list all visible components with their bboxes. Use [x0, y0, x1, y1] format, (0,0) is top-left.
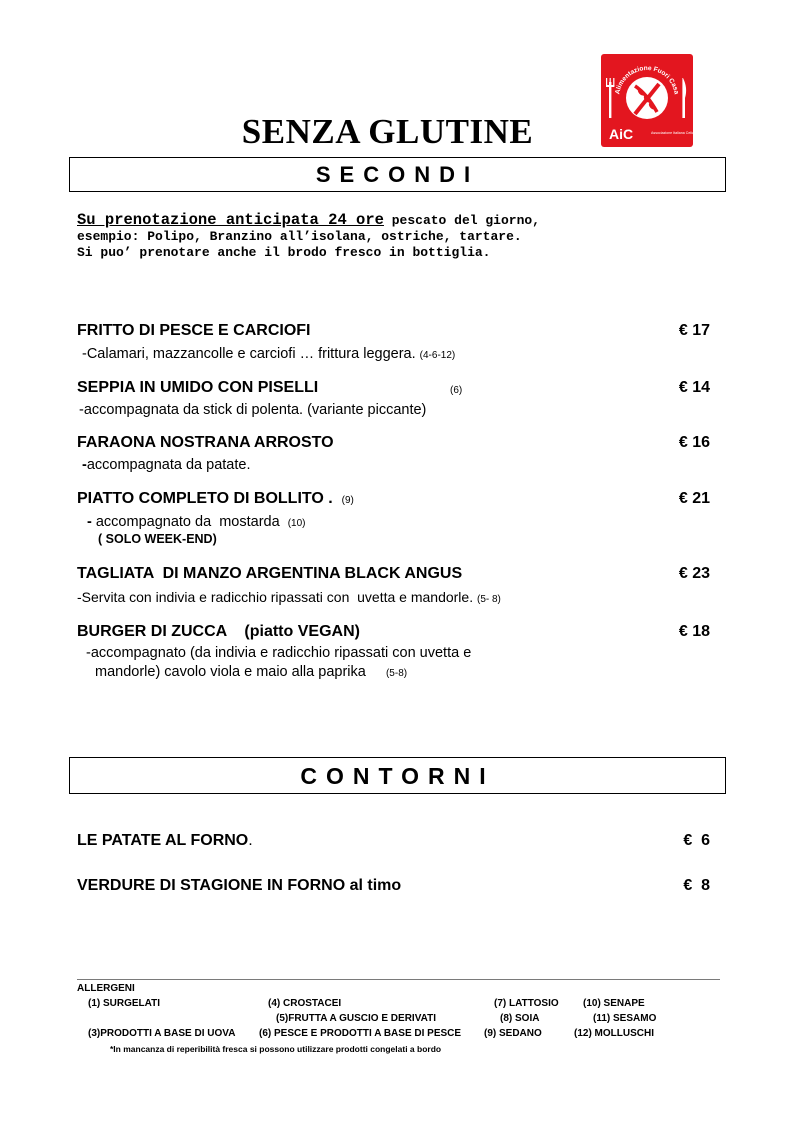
allergen-codes: (5- 8) — [476, 594, 501, 605]
booking-note-line1: pescato del giorno, — [383, 213, 540, 228]
dish-name: PIATTO COMPLETO DI BOLLITO . (9) — [77, 490, 354, 507]
logo-brand: AiC — [609, 126, 634, 142]
dish-price: € 21 — [678, 490, 710, 507]
dish-description: -accompagnata da patate. — [82, 457, 251, 473]
allergen-item: (7) LATTOSIO — [494, 998, 559, 1009]
dish-price: € 18 — [678, 623, 710, 640]
side-dish-price: € 8 — [683, 877, 710, 894]
side-dish-name: LE PATATE AL FORNO. — [77, 832, 253, 849]
dish-description: -Calamari, mazzancolle e carciofi … frittura leggera. (4-6-12) — [82, 346, 456, 362]
allergens-heading: ALLERGENI — [77, 983, 135, 994]
logo-ring-text: Alimentazione Fuori Casa — [614, 64, 680, 95]
side-dish-price: € 6 — [683, 832, 710, 849]
allergen-codes: (9) — [341, 495, 354, 506]
allergen-item: (11) SESAMO — [593, 1013, 657, 1024]
logo-association: Associazione Italiana Celi — [651, 131, 692, 135]
allergen-item: (4) CROSTACEI — [268, 998, 342, 1009]
allergen-item: (1) SURGELATI — [88, 998, 161, 1009]
dish-name: BURGER DI ZUCCA (piatto VEGAN) — [77, 623, 360, 640]
allergen-item: (8) SOIA — [500, 1013, 540, 1024]
contorni-heading: CONTORNI — [69, 757, 726, 794]
dish-name: FRITTO DI PESCE E CARCIOFI — [77, 322, 311, 339]
dish-price: € 23 — [678, 565, 710, 582]
dish-description: -Servita con indivia e radicchio ripassati con uvetta e mandorle. (5- 8) — [77, 589, 501, 605]
booking-note-line2: esempio: Polipo, Branzino all’isolana, ostriche, tartare. — [77, 229, 522, 244]
allergen-item: (10) SENAPE — [583, 998, 645, 1009]
allergen-item: (5)FRUTTA A GUSCIO E DERIVATI — [276, 1013, 436, 1024]
dish-name: SEPPIA IN UMIDO CON PISELLI — [77, 379, 319, 396]
allergen-item: (6) PESCE E PRODOTTI A BASE DI PESCE — [259, 1028, 462, 1039]
dish-description-cont: mandorle) cavolo viola e maio alla paprika (5-8) — [95, 664, 408, 680]
allergen-codes: (5-8) — [385, 668, 408, 679]
allergen-codes: (4-6-12) — [419, 350, 456, 361]
allergen-codes: (6) — [450, 385, 463, 396]
dish-description: -accompagnata da stick di polenta. (variante piccante) — [79, 402, 427, 418]
dish-name: TAGLIATA DI MANZO ARGENTINA BLACK ANGUS — [77, 565, 463, 582]
dish-description: -accompagnato (da indivia e radicchio ripassati con uvetta e — [86, 645, 472, 661]
page-title: SENZA GLUTINE — [241, 112, 534, 151]
booking-note-bold: Su prenotazione anticipata 24 ore — [77, 211, 384, 229]
dish-price: € 17 — [678, 322, 710, 339]
allergen-item: (3)PRODOTTI A BASE DI UOVA — [88, 1028, 236, 1039]
dish-extra: ( SOLO WEEK-END) — [98, 532, 217, 546]
allergen-item: (12) MOLLUSCHI — [574, 1028, 654, 1039]
booking-note-line3: Si puo’ prenotare anche il brodo fresco in bottiglia. — [77, 245, 491, 260]
dish-price: € 14 — [678, 379, 710, 396]
secondi-heading: SECONDI — [69, 157, 726, 192]
allergen-item: (9) SEDANO — [484, 1028, 542, 1039]
dish-description: - accompagnato da mostarda (10) — [87, 514, 306, 530]
frozen-note: *In mancanza di reperibilità fresca si possono utilizzare prodotti congelati a bordo — [110, 1044, 442, 1054]
side-dish-name: VERDURE DI STAGIONE IN FORNO al timo — [77, 877, 402, 894]
booking-note — [77, 212, 540, 261]
dish-name: FARAONA NOSTRANA ARROSTO — [77, 434, 334, 451]
dish-price: € 16 — [678, 434, 710, 451]
allergen-codes: (10) — [287, 518, 306, 529]
divider — [77, 979, 720, 980]
